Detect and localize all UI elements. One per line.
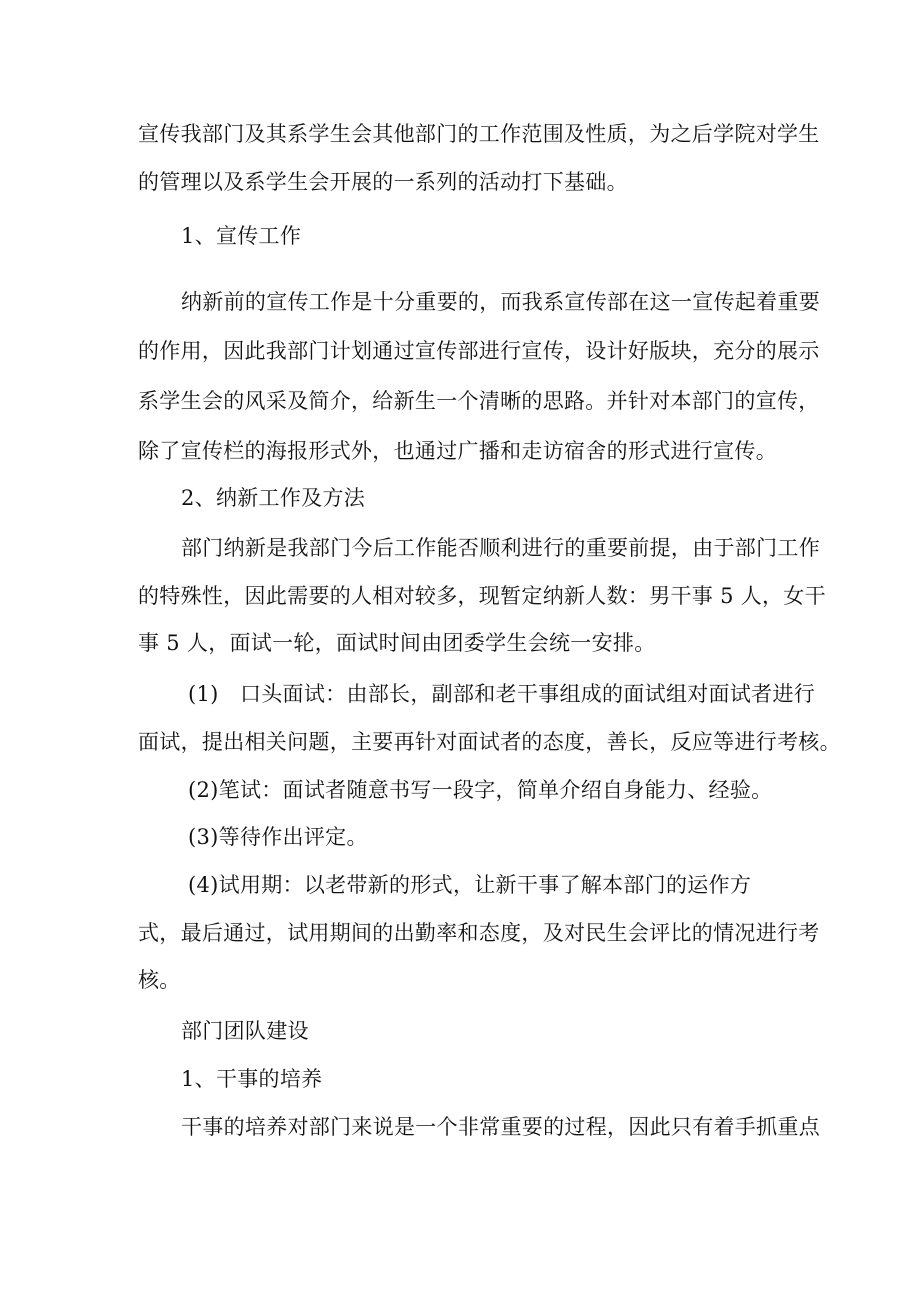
section-heading: 2、纳新工作及方法 [181, 486, 366, 510]
text-line: 面试，提出相关问题，主要再针对面试者的态度，善长，反应等进行考核。 [138, 730, 841, 754]
text-line: 系学生会的风采及简介，给新生一个清晰的思路。并针对本部门的宣传， [138, 389, 820, 413]
text-line: 部门纳新是我部门今后工作能否顺利进行的重要前提，由于部门工作 [181, 536, 820, 560]
text-line: 纳新前的宣传工作是十分重要的，而我系宣传部在这一宣传起着重要 [181, 290, 820, 314]
text-line: 事 5 人，面试一轮，面试时间由团委学生会统一安排。 [138, 631, 656, 655]
section-heading: 1、宣传工作 [181, 224, 302, 248]
text-line: 干事的培养对部门来说是一个非常重要的过程，因此只有着手抓重点 [181, 1115, 820, 1139]
text-line: 除了宣传栏的海报形式外，也通过广播和走访宿舍的形式进行宣传。 [138, 439, 777, 463]
text-line: 的管理以及系学生会开展的一系列的活动打下基础。 [138, 170, 628, 194]
list-item: (3)等待作出评定。 [188, 825, 368, 849]
list-item: (2)笔试：面试者随意书写一段字，简单介绍自身能力、经验。 [188, 778, 773, 802]
text-line: 的作用，因此我部门计划通过宣传部进行宣传，设计好版块，充分的展示 [138, 339, 820, 363]
list-item: (4)试用期：以老带新的形式，让新干事了解本部门的运作方 [188, 873, 752, 897]
section-heading: 1、干事的培养 [181, 1067, 323, 1091]
text-line: 的特殊性，因此需要的人相对较多，现暂定纳新人数：男干事 5 人，女干 [138, 584, 826, 608]
list-item: (1) 口头面试：由部长，副部和老干事组成的面试组对面试者进行 [188, 682, 816, 706]
text-line: 宣传我部门及其系学生会其他部门的工作范围及性质，为之后学院对学生 [138, 122, 820, 146]
text-line: 核。 [138, 968, 181, 992]
text-line: 式，最后通过，试用期间的出勤率和态度，及对民生会评比的情况进行考 [138, 921, 820, 945]
section-heading: 部门团队建设 [181, 1019, 309, 1043]
